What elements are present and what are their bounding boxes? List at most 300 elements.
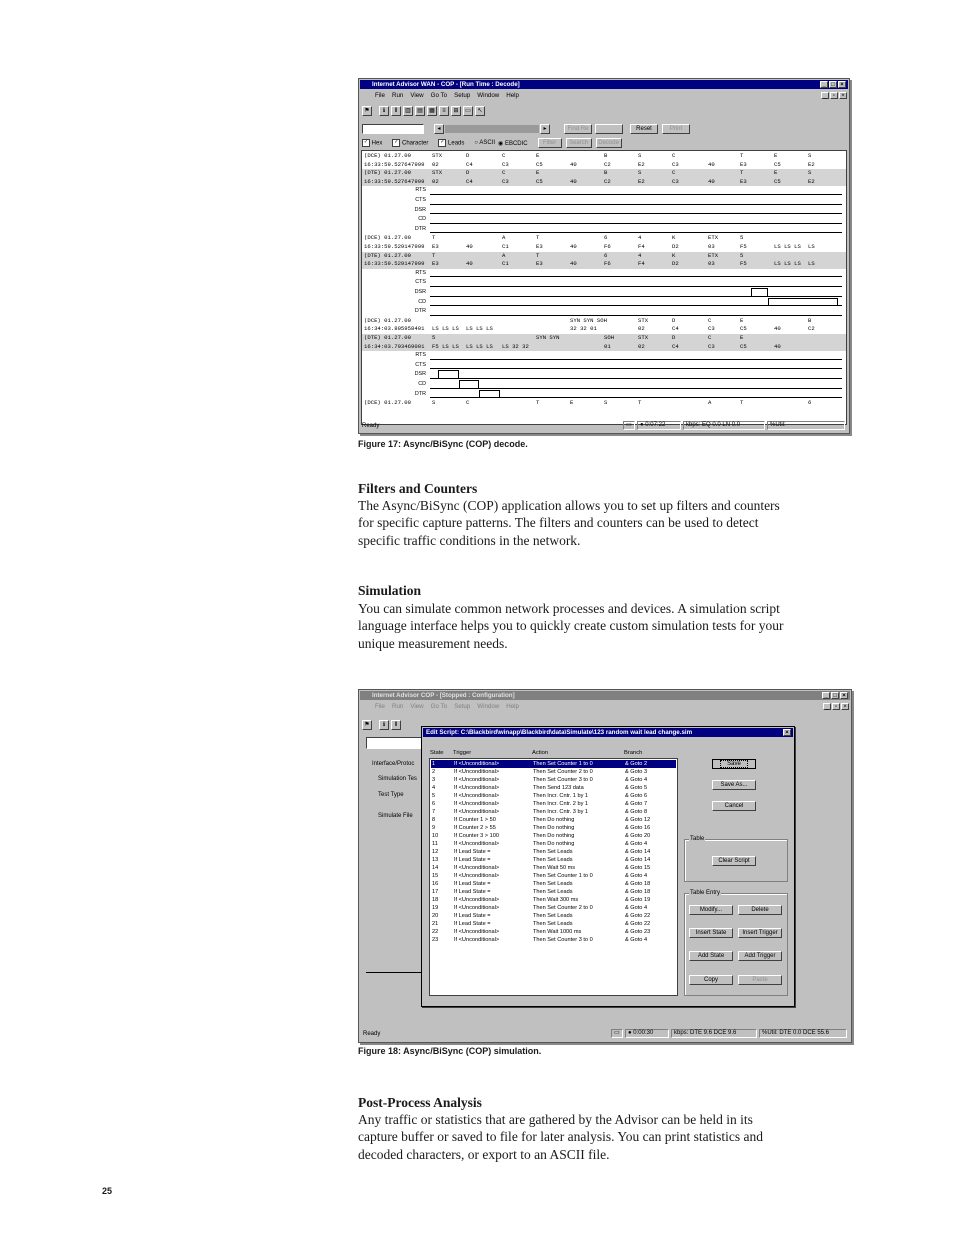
decode-cell: E3 (536, 260, 543, 268)
decode-row[interactable] (362, 169, 846, 178)
child-restore-button[interactable]: ▫ (830, 92, 838, 99)
menu-help[interactable]: Help (506, 92, 519, 99)
decode-cell: C5 (774, 177, 781, 185)
script-trigger-cell: If <Unconditional> (454, 769, 500, 775)
script-action-cell: Then Set Leads (533, 913, 573, 919)
decode-button[interactable]: Decode (596, 138, 622, 148)
lead-line (430, 368, 842, 369)
section-heading-post-process: Post-Process Analysis (358, 1095, 482, 1110)
decode-cell: 5 (740, 251, 744, 259)
lead-trace (362, 298, 846, 308)
decode-cell: F4 (638, 243, 645, 250)
decode-cell: 4 (638, 234, 642, 242)
decode-row-label: (DCE) 01.27.00 (364, 316, 411, 324)
decode-cell: E2 (808, 160, 815, 168)
script-row[interactable] (431, 920, 676, 928)
script-state-cell: 8 (432, 817, 436, 823)
script-trigger-cell: If Counter 1 > 50 (454, 817, 496, 823)
decode-cell: C2 (604, 177, 611, 185)
script-branch-cell: & Goto 7 (625, 801, 648, 807)
decode-row-label: (DCE) 01.27.00 (364, 399, 411, 407)
script-row[interactable] (431, 896, 676, 904)
copy-button[interactable]: Copy (689, 975, 733, 985)
filter-field[interactable] (362, 124, 424, 134)
menu-view[interactable]: View (410, 92, 424, 99)
filter-button[interactable]: Filter (538, 138, 562, 148)
decode-cell: E3 (432, 243, 439, 250)
script-action-cell: Then Send 123 data (533, 785, 584, 791)
decode-cell: F5 LS LS (432, 342, 459, 350)
simulation-window (358, 689, 852, 1043)
lead-name: DSR (414, 206, 426, 213)
script-branch-cell: & Goto 4 (625, 937, 648, 943)
script-row[interactable] (431, 840, 676, 848)
simulation-window-titlebar[interactable] (360, 691, 850, 700)
decode-cell: E (740, 316, 744, 324)
decode-cell: T (432, 234, 436, 242)
simulation-test-item[interactable]: Simulation Tes (378, 776, 417, 782)
decode-row[interactable] (362, 161, 846, 170)
script-trigger-cell: If Lead State = (454, 921, 491, 927)
decode-row-label: (DCE) 01.27.00 (364, 152, 411, 159)
decode-cell: T (638, 399, 642, 407)
decode-cell: 6 (604, 234, 608, 242)
decode-cell: LS (808, 243, 815, 250)
lead-line (430, 223, 842, 224)
lead-trace (362, 186, 846, 196)
script-action-cell: Then Set Leads (533, 889, 573, 895)
lead-name: DTR (414, 308, 426, 315)
script-trigger-cell: If Lead State = (454, 857, 491, 863)
script-branch-cell: & Goto 14 (625, 857, 651, 863)
character-checkbox[interactable]: ✓ Character (394, 139, 429, 147)
script-state-cell: 1 (432, 761, 436, 767)
run-icon[interactable]: ⚑ (362, 106, 372, 116)
ascii-radio[interactable]: ○ ASCII (474, 140, 496, 146)
script-trigger-cell: If Lead State = (454, 881, 491, 887)
print-button[interactable]: Print (662, 124, 690, 134)
script-state-cell: 16 (432, 881, 439, 887)
menu-file[interactable]: File (375, 92, 385, 99)
menu-run[interactable]: Run (391, 92, 404, 99)
delete-button[interactable]: Delete (738, 905, 782, 915)
test-type-item[interactable]: Test Type (378, 792, 404, 798)
window-title: Internet Advisor WAN - COP - [Run Time : Decode] (372, 81, 520, 88)
decode-row-label: (DTE) 01.27.00 (364, 169, 411, 177)
child-restore-button[interactable]: ▫ (832, 703, 840, 710)
script-state-cell: 7 (432, 809, 436, 815)
section-heading-filters: Filters and Counters (358, 481, 478, 496)
maximize-button[interactable]: □ (829, 81, 837, 88)
script-row[interactable] (431, 848, 676, 856)
script-action-cell: Then Set Leads (533, 921, 573, 927)
search-button[interactable]: Search (566, 138, 592, 148)
save-as-button[interactable]: Save As... (712, 780, 756, 790)
script-branch-cell: & Goto 14 (625, 849, 651, 855)
capture-indicator-icon: ▭ (611, 1029, 623, 1038)
decode-cell: 6 (808, 399, 812, 407)
toolbar (362, 105, 485, 117)
lead-name: CD (418, 298, 426, 305)
script-row[interactable] (431, 776, 676, 784)
menu-goto[interactable]: Go To (430, 703, 448, 710)
script-trigger-cell: If Lead State = (454, 913, 491, 919)
child-close-button[interactable]: × (839, 92, 847, 99)
cancel-button[interactable]: Cancel (712, 801, 756, 811)
lead-name: DSR (414, 371, 426, 378)
decode-row[interactable] (362, 260, 846, 269)
child-minimize-button[interactable]: _ (821, 92, 829, 99)
decode-cell: SOH (604, 334, 615, 341)
decode-cell: C4 (672, 342, 679, 350)
modify-button[interactable]: Modify... (689, 905, 733, 915)
script-state-cell: 18 (432, 897, 439, 903)
decode-row-label: 16:34:03.793469001 (364, 342, 425, 350)
section-heading-simulation: Simulation (358, 583, 422, 598)
script-action-cell: Then Wait 300 ms (533, 897, 579, 903)
decode-row[interactable] (362, 334, 846, 343)
decode-cell: C3 (502, 160, 509, 168)
script-branch-cell: & Goto 8 (625, 809, 648, 815)
grid-icon[interactable]: ▦ (427, 106, 437, 116)
pause-icon[interactable]: Ⅱ (391, 106, 401, 116)
status-ready: Ready (363, 1031, 381, 1037)
dialog-close-button[interactable]: × (783, 729, 791, 736)
filter-field[interactable] (366, 737, 426, 749)
script-row[interactable] (431, 808, 676, 816)
script-trigger-cell: If <Unconditional> (454, 801, 500, 807)
lead-trace (362, 351, 846, 361)
decode-cell: STX (432, 152, 443, 159)
decode-row-label: 16:33:59.529147999 (364, 243, 425, 250)
close-button[interactable]: × (838, 81, 846, 88)
menu-setup[interactable]: Setup (454, 703, 471, 710)
decode-cell: 32 32 01 (570, 325, 597, 333)
figure-18-caption: Figure 18: Async/BiSync (COP) simulation. (358, 1046, 542, 1056)
close-button[interactable]: × (840, 692, 848, 699)
decode-cell: 03 (708, 260, 715, 268)
menu-help[interactable]: Help (506, 703, 519, 710)
decode-cell: 03 (708, 243, 715, 250)
script-state-cell: 21 (432, 921, 439, 927)
run-icon[interactable]: ⚑ (362, 720, 372, 730)
section-body-simulation (358, 600, 858, 652)
script-action-cell: Then Incr. Cntr. 3 by 1 (533, 809, 589, 815)
section-body-post-process (358, 1111, 858, 1163)
script-row[interactable] (431, 792, 676, 800)
decode-row[interactable] (362, 325, 846, 334)
script-trigger-cell: If Counter 2 > 55 (454, 825, 496, 831)
decode-row-label: 16:33:59.529147999 (364, 260, 425, 268)
insert-state-button[interactable]: Insert State (689, 928, 733, 938)
lead-name: CTS (415, 197, 426, 203)
script-action-cell: Then Set Counter 1 to 0 (533, 761, 593, 767)
status-ready: Ready (362, 423, 380, 429)
simulate-file-item[interactable]: Simulate File (378, 813, 413, 819)
decode-cell: S (808, 152, 812, 159)
lead-name: DSR (414, 289, 426, 295)
decode-cell: SYN SYN SOH (570, 316, 607, 324)
decode-cell: C5 (774, 160, 781, 168)
add-state-button[interactable]: Add State (689, 951, 733, 961)
decode-cell: C4 (466, 177, 473, 185)
decode-cell: SYN SYN (536, 334, 560, 341)
child-minimize-button[interactable]: _ (823, 703, 831, 710)
save-button[interactable]: Save (712, 759, 756, 769)
paragraph-line: Any traffic or statistics that are gathered by the Advisor can be held in its (358, 1112, 753, 1127)
decode-cell: E3 (740, 160, 747, 168)
script-state-cell: 9 (432, 825, 436, 831)
list-icon[interactable]: ≡ (439, 106, 449, 116)
menu-goto[interactable]: Go To (430, 92, 448, 99)
decode-cell: 40 (774, 325, 781, 333)
decode-cell: LS LS LS (466, 342, 493, 350)
table-icon[interactable]: ⊞ (451, 106, 461, 116)
script-action-cell: Then Set Leads (533, 849, 573, 855)
decode-cell: ETX (708, 234, 719, 242)
hex-checkbox[interactable]: ✓ Hex (363, 139, 383, 147)
script-trigger-cell: If <Unconditional> (454, 793, 500, 799)
lead-trace (362, 225, 846, 235)
lead-line (430, 194, 842, 195)
lead-line (430, 276, 842, 277)
decode-cell: 40 (708, 177, 715, 185)
page-number: 25 (102, 1186, 113, 1196)
lead-trace (362, 196, 846, 206)
insert-trigger-button[interactable]: Insert Trigger (738, 928, 782, 938)
decode-row[interactable] (362, 399, 846, 408)
script-row[interactable] (431, 888, 676, 896)
lead-name: RTS (415, 269, 426, 276)
script-branch-cell: & Goto 6 (625, 793, 648, 799)
decode-cell: LS LS LS (774, 243, 801, 250)
menu-window[interactable]: Window (477, 92, 500, 99)
cursor-icon[interactable]: ↖ (475, 106, 485, 116)
decode-row-label: (DTE) 01.27.00 (364, 251, 411, 259)
child-close-button[interactable]: × (841, 703, 849, 710)
blank-button[interactable] (595, 124, 623, 134)
lead-pulse (751, 288, 767, 296)
decode-cell: S (638, 152, 642, 159)
script-row[interactable] (431, 856, 676, 864)
find-button[interactable]: Find Re (564, 124, 592, 134)
script-trigger-cell: If <Unconditional> (454, 761, 500, 767)
interface-protocol-tab[interactable]: Interface/Protoc (372, 761, 415, 767)
decode-cell: T (536, 234, 540, 242)
script-row[interactable] (431, 864, 676, 872)
scroll-right-button[interactable]: ▸ (540, 124, 550, 134)
reset-button[interactable]: Reset (630, 124, 658, 134)
decode-row[interactable] (362, 178, 846, 187)
maximize-button[interactable]: □ (831, 692, 839, 699)
decode-cell: C (708, 316, 712, 324)
script-branch-cell: & Goto 5 (625, 785, 648, 791)
script-row[interactable] (431, 880, 676, 888)
script-row[interactable] (431, 936, 676, 944)
ebcdic-radio[interactable]: ◉ EBCDIC (498, 140, 528, 147)
action-column-header: Action (532, 750, 549, 756)
decode-cell: D (672, 316, 676, 324)
script-state-cell: 22 (432, 929, 439, 935)
decode-cell: 5 (740, 234, 744, 242)
menu-file[interactable]: File (375, 703, 385, 710)
script-row[interactable] (431, 912, 676, 920)
info-icon[interactable]: ℹ (379, 720, 389, 730)
paste-button[interactable]: Paste (738, 975, 782, 985)
decode-view-icon[interactable]: ▤ (415, 106, 425, 116)
script-branch-cell: & Goto 19 (625, 897, 651, 903)
decode-cell: C (502, 169, 506, 177)
menu-bar (361, 702, 849, 711)
lead-line (430, 397, 842, 398)
decode-window-titlebar[interactable] (360, 80, 848, 89)
decode-row[interactable] (362, 243, 846, 252)
script-table[interactable] (429, 758, 678, 996)
decode-cell: E (570, 399, 574, 407)
lead-name: CD (418, 381, 426, 387)
script-row[interactable] (431, 800, 676, 808)
script-row[interactable] (431, 824, 676, 832)
script-row[interactable] (431, 928, 676, 936)
navigation-scrollbar[interactable] (445, 125, 539, 133)
decode-cell: B (604, 152, 608, 159)
decode-cell: S (604, 399, 608, 407)
dialog-title: Edit Script: C:\Blackbird\winapp\Blackbird\data\Simulate\123 random wait lead change.sim (426, 729, 693, 736)
decode-cell: C1 (502, 260, 509, 268)
paragraph-line: for specific capture patterns. The filters and counters can be used to detect (358, 515, 759, 531)
script-branch-cell: & Goto 18 (625, 889, 651, 895)
elapsed-time: ● 0:00:30 (625, 1029, 669, 1038)
script-trigger-cell: If <Unconditional> (454, 897, 500, 903)
lead-pulse (459, 380, 480, 388)
script-row[interactable] (431, 832, 676, 840)
decode-row[interactable] (362, 343, 846, 352)
script-action-cell: Then Wait 50 ms (533, 865, 576, 871)
script-row[interactable] (431, 768, 676, 776)
script-branch-cell: & Goto 22 (625, 913, 651, 919)
decode-row-label: 16:33:59.527647999 (364, 177, 425, 185)
lead-trace (362, 380, 846, 390)
lead-line (430, 204, 842, 205)
decode-cell: K (672, 234, 676, 242)
decode-cell: 02 (638, 342, 645, 350)
status-bar (361, 421, 847, 431)
dialog-titlebar[interactable] (423, 728, 793, 737)
info-icon[interactable]: ℹ (379, 106, 389, 116)
decode-cell: A (708, 399, 712, 407)
menu-window[interactable]: Window (477, 703, 500, 710)
section-body-filters (358, 497, 858, 549)
decode-cell: D (672, 334, 676, 341)
lead-trace (362, 288, 846, 298)
toolbar (362, 719, 401, 731)
script-state-cell: 19 (432, 905, 439, 911)
script-row[interactable] (431, 816, 676, 824)
script-row[interactable] (431, 784, 676, 792)
decode-cell: C5 (740, 342, 747, 350)
decode-row-label: (DCE) 01.27.00 (364, 234, 411, 242)
chart-icon[interactable]: ▥ (403, 106, 413, 116)
decode-row[interactable] (362, 252, 846, 261)
script-state-cell: 5 (432, 793, 436, 799)
lead-pulse (479, 390, 500, 398)
lead-line (430, 232, 842, 233)
branch-column-header: Branch (624, 750, 643, 756)
script-branch-cell: & Goto 4 (625, 873, 648, 879)
decode-cell: S (638, 169, 642, 177)
decode-cell: T (536, 251, 540, 259)
decode-cell: T (536, 399, 540, 407)
decode-pane[interactable] (361, 150, 847, 425)
script-branch-cell: & Goto 4 (625, 841, 648, 847)
decode-cell: D2 (672, 243, 679, 250)
decode-cell: B (808, 316, 812, 324)
lead-pulse (438, 370, 459, 378)
menu-view[interactable]: View (410, 703, 424, 710)
script-row[interactable] (431, 872, 676, 880)
paragraph-line: language interface helps you to quickly create custom simulation tests for your (358, 618, 784, 634)
pause-icon[interactable]: Ⅱ (391, 720, 401, 730)
menu-run[interactable]: Run (391, 703, 404, 710)
lead-name: DTR (414, 390, 426, 397)
script-branch-cell: & Goto 3 (625, 769, 648, 775)
minimize-button[interactable]: _ (822, 692, 830, 699)
decode-row[interactable] (362, 152, 846, 161)
script-row[interactable] (431, 904, 676, 912)
leads-checkbox[interactable]: ✓ Leads (440, 139, 465, 147)
decode-row[interactable] (362, 317, 846, 326)
util-readout: %Util: (767, 421, 845, 430)
decode-cell: E2 (638, 177, 645, 185)
script-state-cell: 13 (432, 857, 439, 863)
menu-bar (361, 91, 847, 100)
lead-line (430, 296, 842, 297)
decode-options (362, 138, 622, 148)
decode-cell: ETX (708, 251, 719, 259)
decode-cell: 40 (466, 243, 473, 250)
script-trigger-cell: If Counter 3 > 100 (454, 833, 499, 839)
decode-cell: STX (638, 334, 649, 341)
decode-cell: E3 (740, 177, 747, 185)
script-row[interactable] (431, 760, 676, 768)
decode-cell: 40 (570, 260, 577, 268)
decode-cell: E2 (808, 177, 815, 185)
print-icon[interactable]: ▭ (463, 106, 473, 116)
lead-trace (362, 278, 846, 288)
decode-cell: C2 (604, 160, 611, 168)
clear-script-button[interactable]: Clear Script (712, 856, 756, 866)
edit-script-dialog (421, 726, 795, 1007)
script-branch-cell: & Goto 20 (625, 833, 651, 839)
decode-cell: A (502, 234, 506, 242)
table-group: Table Clear Script (684, 839, 788, 882)
minimize-button[interactable]: _ (820, 81, 828, 88)
decode-cell: C (466, 399, 470, 407)
menu-setup[interactable]: Setup (454, 92, 471, 99)
add-trigger-button[interactable]: Add Trigger (738, 951, 782, 961)
decode-cell: E (536, 152, 540, 159)
scroll-left-button[interactable]: ◂ (434, 124, 444, 134)
decode-cell: C4 (466, 160, 473, 168)
script-action-cell: Then Wait 1000 ms (533, 929, 582, 935)
decode-cell: S (432, 399, 436, 407)
decode-cell: F6 (604, 243, 611, 250)
lead-line (430, 359, 842, 360)
script-trigger-cell: If <Unconditional> (454, 777, 500, 783)
decode-row-label: 16:34:03.805958401 (364, 325, 425, 333)
script-action-cell: Then Set Counter 3 to 0 (533, 937, 593, 943)
decode-row[interactable] (362, 234, 846, 243)
